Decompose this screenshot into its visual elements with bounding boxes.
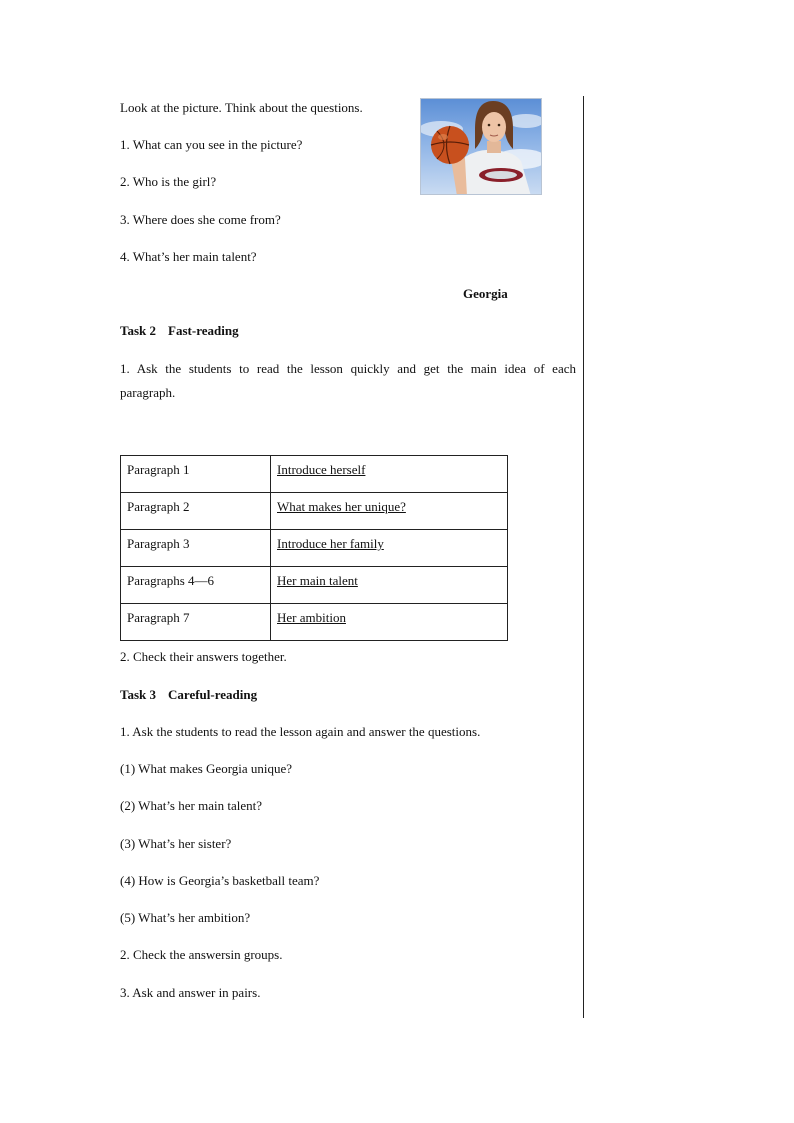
photo-illustration (421, 99, 542, 195)
task2-heading-num: Task 2 (120, 323, 157, 338)
intro-question-1: 1. What can you see in the picture? (120, 137, 303, 152)
table-cell-paragraph: Paragraphs 4—6 (121, 567, 271, 604)
table-row (121, 493, 508, 530)
task3-heading (120, 687, 257, 703)
margin-rule (583, 96, 584, 1018)
task3-question-5: (5) What’s her ambition? (120, 910, 251, 925)
idea-text: Her main talent (277, 573, 358, 588)
task2-step2: 2. Check their answers together. (120, 649, 287, 664)
table-cell-paragraph: Paragraph 1 (121, 456, 271, 493)
intro-answer: Georgia (463, 286, 508, 301)
idea-text: Introduce herself (277, 462, 366, 477)
table-cell-idea (271, 456, 508, 493)
task3-step3: 3. Ask and answer in pairs. (120, 985, 261, 1000)
table-cell-paragraph: Paragraph 3 (121, 530, 271, 567)
table-row (121, 530, 508, 567)
task2-heading-title: Fast-reading (168, 323, 239, 338)
table-row (121, 456, 508, 493)
table-cell-idea (271, 530, 508, 567)
task2-heading (120, 323, 239, 339)
table-cell-idea (271, 493, 508, 530)
table-cell-idea (271, 604, 508, 641)
task3-step2: 2. Check the answersin groups. (120, 947, 283, 962)
idea-text: Introduce her family (277, 536, 384, 551)
idea-text: What makes her unique? (277, 499, 406, 514)
intro-question-3: 3. Where does she come from? (120, 212, 281, 227)
idea-text: Her ambition (277, 610, 346, 625)
task2-step1-line1: 1. Ask the students to read the lesson quickly and get the main idea of each (120, 361, 576, 376)
table-cell-idea (271, 567, 508, 604)
intro-question-4: 4. What’s her main talent? (120, 249, 257, 264)
table-row (121, 567, 508, 604)
table-row (121, 604, 508, 641)
table-cell-paragraph: Paragraph 7 (121, 604, 271, 641)
girl-basketball-photo (420, 98, 542, 195)
task2-step1-line2: paragraph. (120, 385, 176, 400)
intro-instruction: Look at the picture. Think about the questions. (120, 100, 363, 115)
paragraph-ideas-table (120, 455, 508, 641)
task3-heading-title: Careful-reading (168, 687, 258, 702)
task3-question-2: (2) What’s her main talent? (120, 798, 262, 813)
task3-question-4: (4) How is Georgia’s basketball team? (120, 873, 320, 888)
task3-question-3: (3) What’s her sister? (120, 836, 232, 851)
task3-step1: 1. Ask the students to read the lesson again and answer the questions. (120, 724, 481, 739)
table-cell-paragraph: Paragraph 2 (121, 493, 271, 530)
intro-question-2: 2. Who is the girl? (120, 174, 217, 189)
task3-question-1: (1) What makes Georgia unique? (120, 761, 293, 776)
task3-heading-num: Task 3 (120, 687, 157, 702)
